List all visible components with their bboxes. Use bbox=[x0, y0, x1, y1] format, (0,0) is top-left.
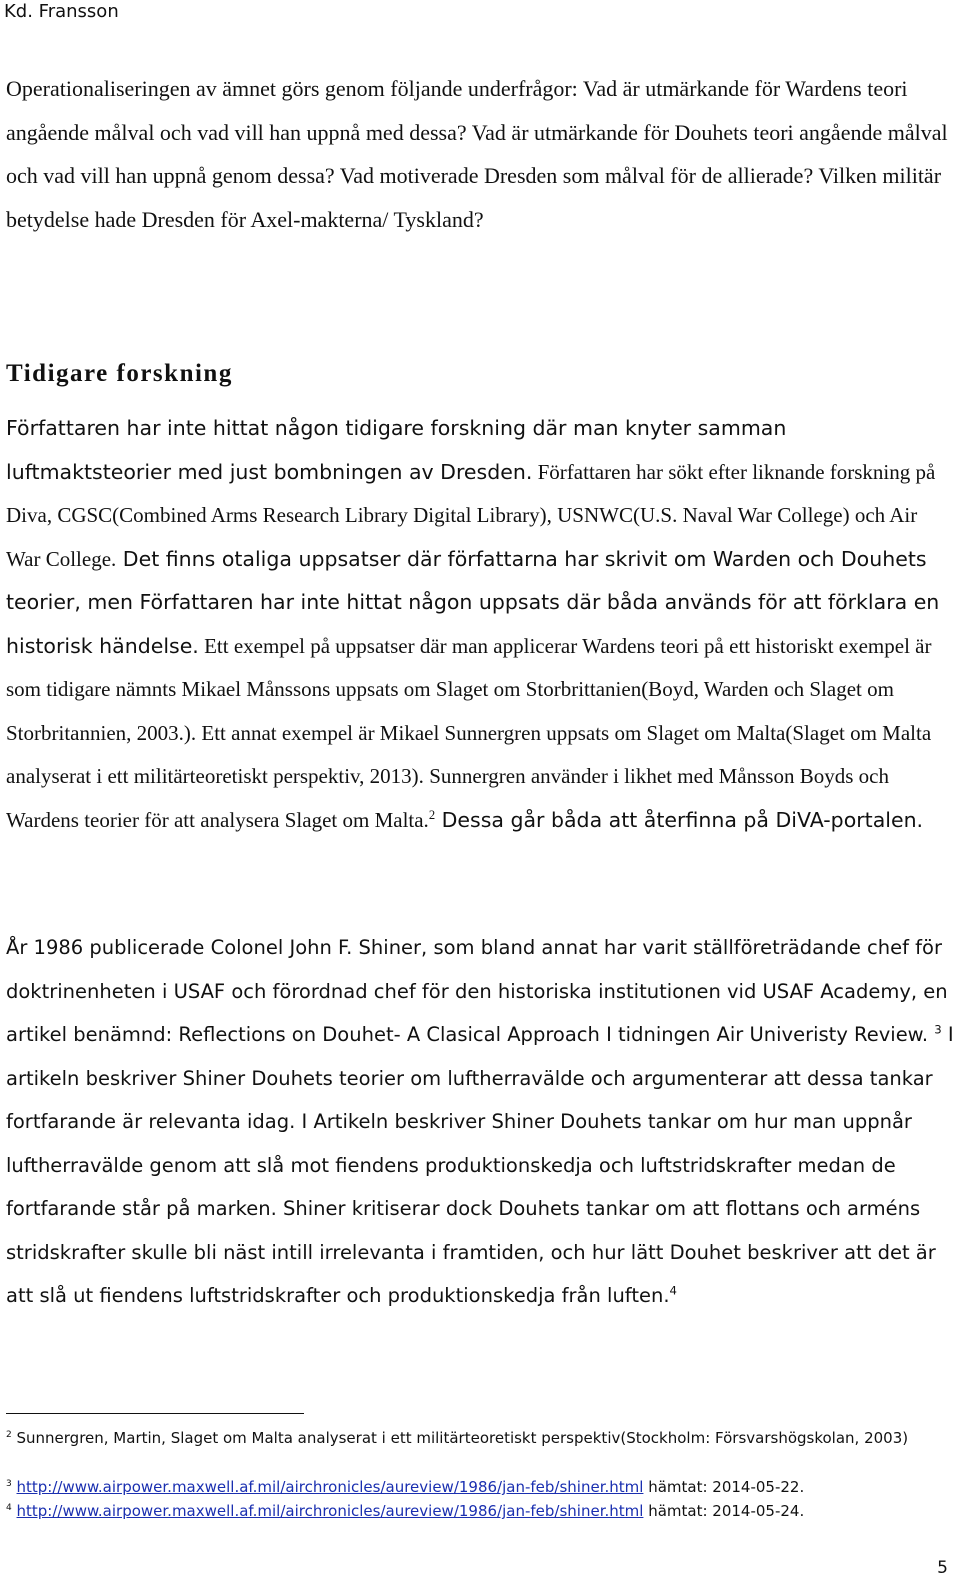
research-text-b: Författaren har sökt efter liknande forskning på Diva, CGSC(Combined Arms Research Library Digital Library), USNWC(U.S. Naval War College) och Air War College. bbox=[6, 459, 936, 571]
footnote-3-text: hämtat: 2014-05-22. bbox=[643, 1478, 805, 1496]
research-text-c: Det finns otaliga uppsatser där författarna har skrivit om Warden och Douhets teorier, men Författaren har inte hittat någon uppsats där båda används för att förklara en historisk händelse. bbox=[6, 546, 940, 658]
shiner-text-b: I artikeln beskriver Shiner Douhets teorier om luftherravälde och argumenterar att dessa tankar fortfarande är relevanta idag. I Artikeln beskriver Shiner Douhets tankar om hur man uppnår luftherravälde genom att slå mot fiendens produktionskedja och luftstridskrafter medan de fortfarande står på marken. Shiner kritiserar dock Douhets tankar om att flottans och arméns stridskrafter skulle bli näst intill irrelevanta i framtiden, och hur lätt Douhet beskriver att det är att slå ut fiendens luftstridskrafter och produktionskedja från luften. bbox=[6, 1023, 954, 1307]
footnote-4 bbox=[6, 1500, 954, 1522]
footnote-ref-4[interactable]: 4 bbox=[669, 1283, 677, 1298]
research-text-f: Sunnergren använder i likhet med Månsson Boyds och Wardens teorier för att analysera Slaget om Malta. bbox=[6, 764, 889, 832]
footnote-ref-2[interactable]: 2 bbox=[428, 807, 436, 822]
footnote-3 bbox=[6, 1476, 954, 1498]
footnote-separator bbox=[6, 1413, 304, 1414]
shiner-paragraph bbox=[6, 926, 954, 1318]
footnote-4-text: hämtat: 2014-05-24. bbox=[643, 1502, 805, 1520]
footnote-2 bbox=[6, 1427, 954, 1449]
research-text-d: Ett exempel på uppsatser där man applicerar Wardens teori på ett historiskt exempel är som tidigare nämnts Mikael Månssons uppsats om Slaget om Storbrittanien(Boyd, Warden och Slaget om Storbritannien, 2003.). bbox=[6, 633, 932, 745]
section-heading: Tidigare forskning bbox=[6, 360, 233, 387]
research-paragraph bbox=[6, 407, 954, 842]
research-text-a: Författaren har inte hittat någon tidigare forskning där man knyter samman luftmaktsteorier med just bombningen av Dresden. bbox=[6, 416, 787, 484]
running-header: Kd. Fransson bbox=[4, 1, 119, 22]
footnote-4-number: 4 bbox=[6, 1503, 12, 1513]
intro-paragraph: Operationaliseringen av ämnet görs genom följande underfrågor: Vad är utmärkande för Wardens teori angående målval och vad vill han uppnå med dessa? Vad är utmärkande för Douhets teori angående målval och vad vill han uppnå genom dessa? Vad motiverade Dresden som målval för de allierade? Vilken militär betydelse hade Dresden för Axel-makterna/ Tyskland? bbox=[6, 76, 948, 232]
page-number: 5 bbox=[937, 1558, 948, 1578]
footnote-2-number: 2 bbox=[6, 1430, 12, 1440]
shiner-text-a: År 1986 publicerade Colonel John F. Shiner, som bland annat har varit ställföreträdande chef för doktrinenheten i USAF och förordnad chef för den historiska institutionen vid USAF Academy, en artikel benämnd: Reflections on Douhet- A Clasical Approach I tidningen Air Univeristy Review. bbox=[6, 936, 948, 1046]
research-text-g: Dessa går båda att återfinna på DiVA-portalen. bbox=[435, 807, 924, 832]
footnote-3-number: 3 bbox=[6, 1479, 12, 1489]
research-text-e: Ett annat exempel är Mikael Sunnergren uppsats om Slaget om Malta(Slaget om Malta analyserat i ett militärteoretiskt perspektiv, 2013). bbox=[6, 720, 932, 788]
footnote-3-link[interactable]: http://www.airpower.maxwell.af.mil/airchronicles/aureview/1986/jan-feb/shiner.html bbox=[16, 1478, 644, 1496]
footnote-2-text: Sunnergren, Martin, Slaget om Malta analyserat i ett militärteoretiskt perspektiv(Stockholm: Försvarshögskolan, 2003) bbox=[11, 1429, 909, 1447]
footnote-4-link[interactable]: http://www.airpower.maxwell.af.mil/airchronicles/aureview/1986/jan-feb/shiner.html bbox=[16, 1502, 644, 1520]
footnote-ref-3[interactable]: 3 bbox=[934, 1022, 942, 1037]
